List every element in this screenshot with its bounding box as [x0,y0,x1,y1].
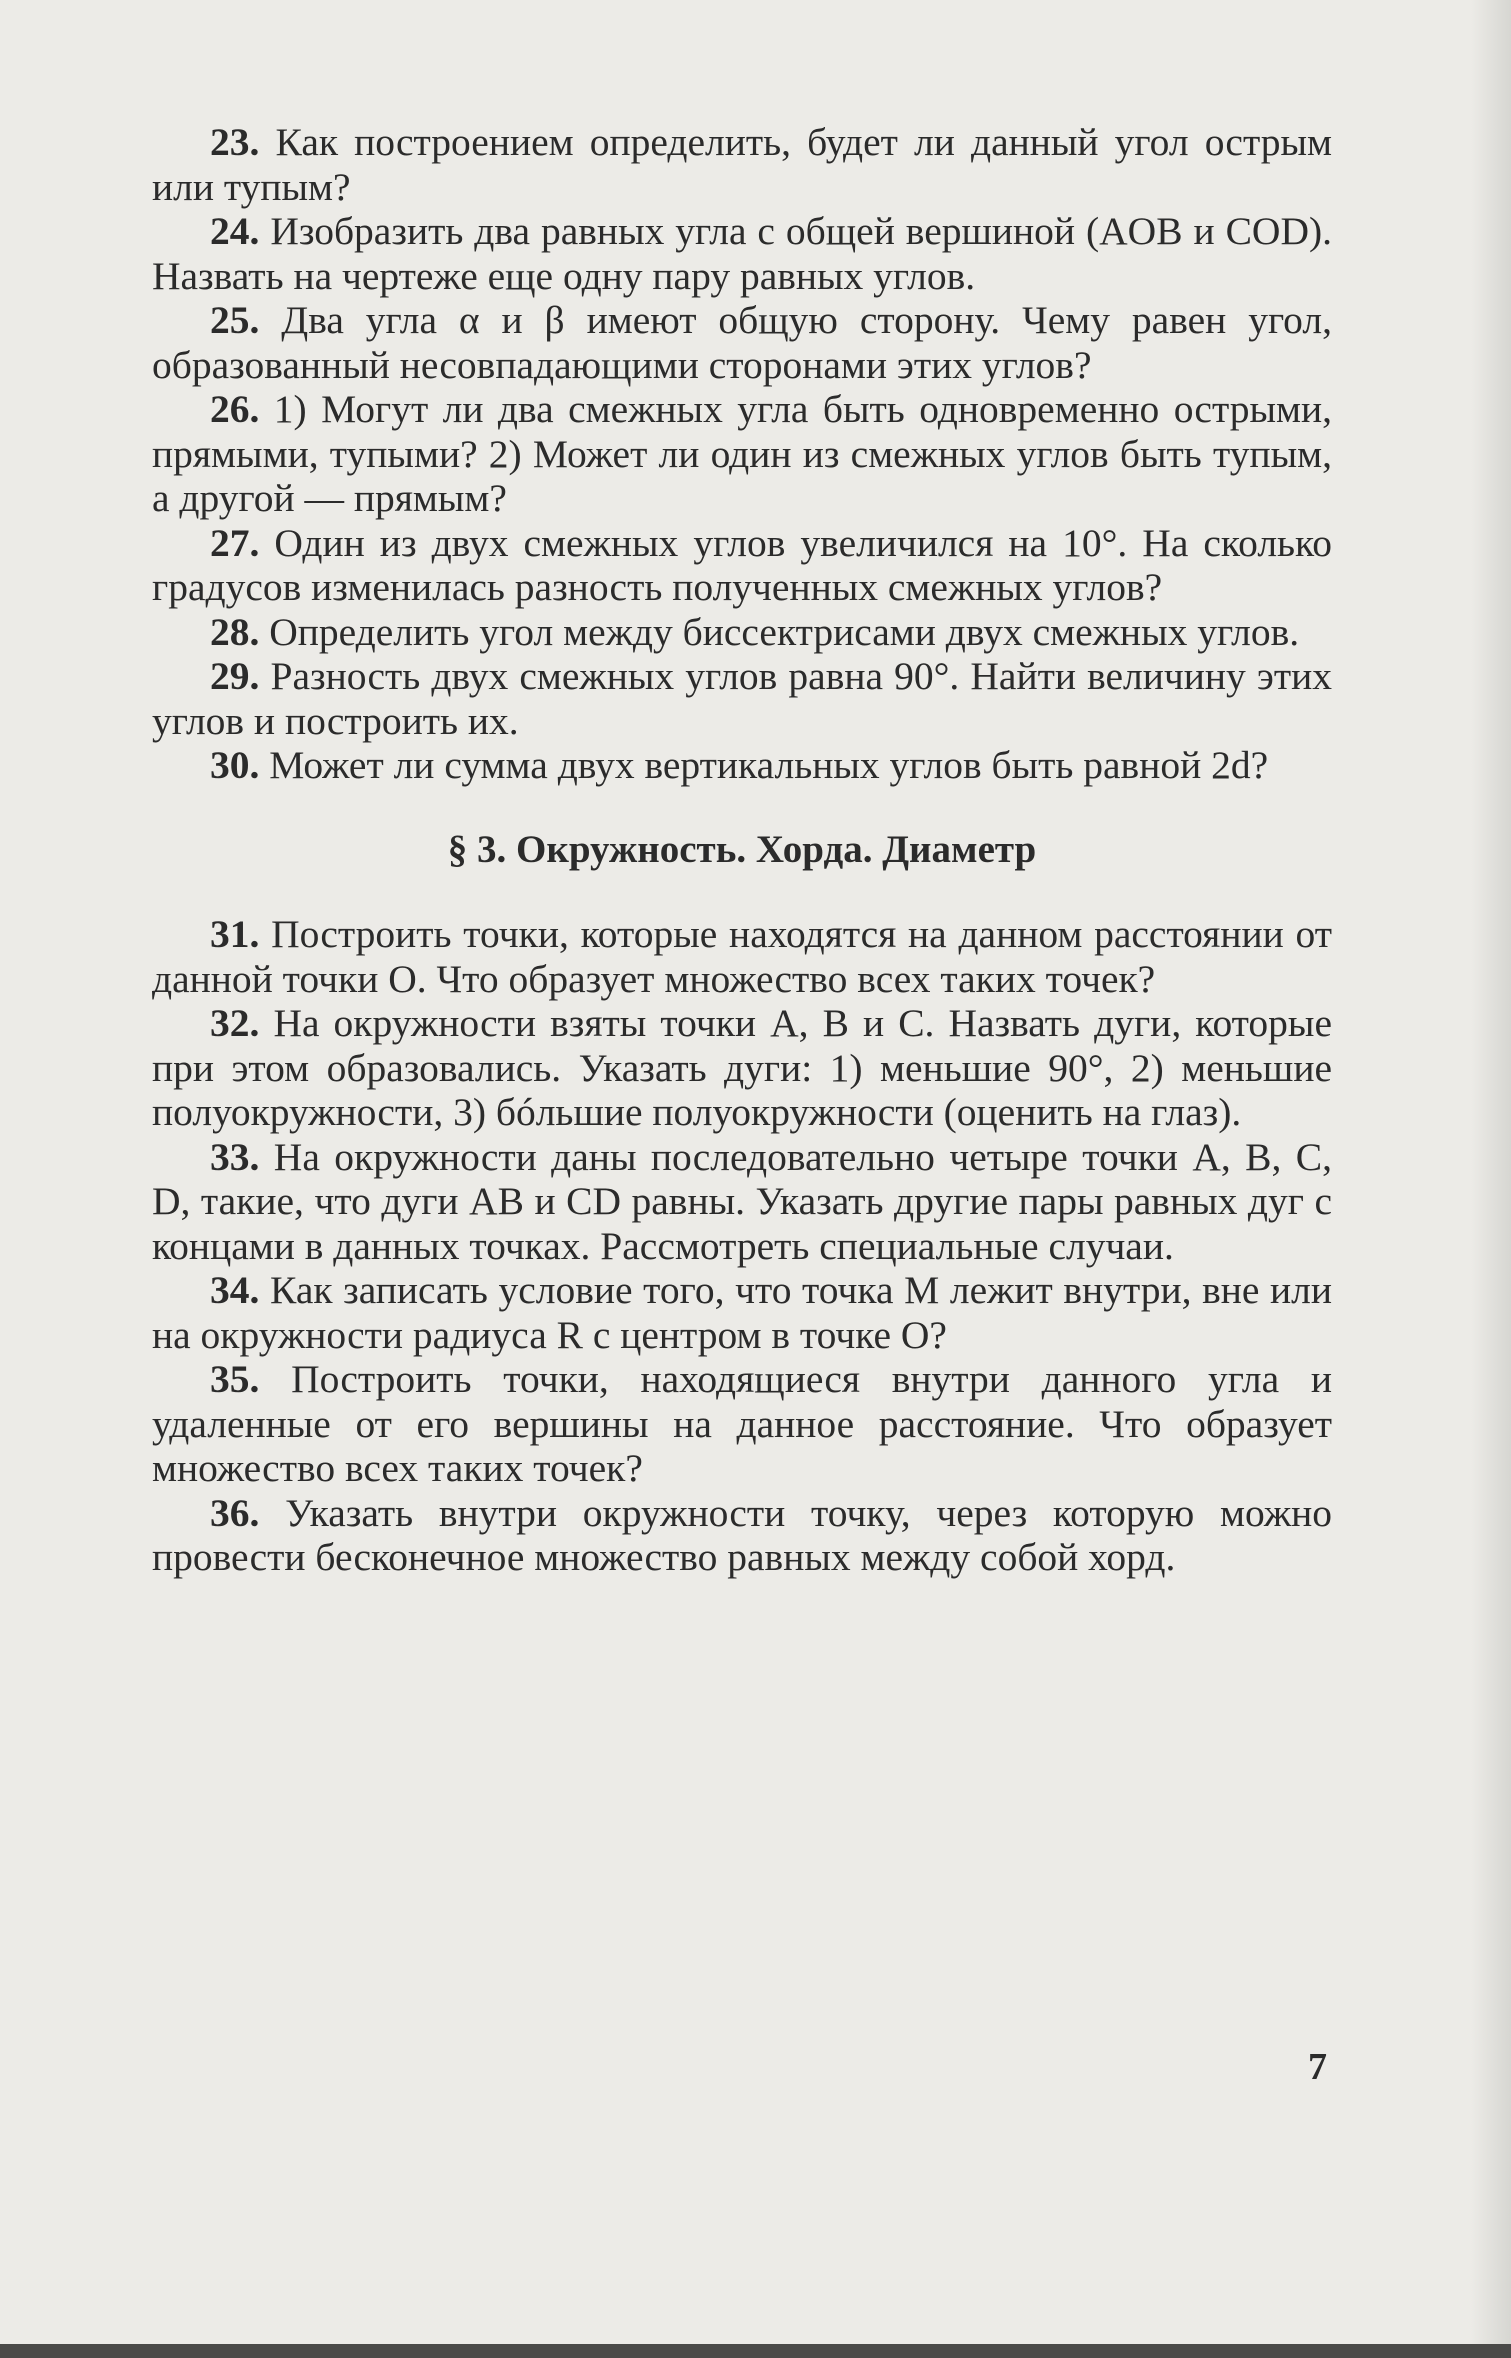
problem-text: Разность двух смежных углов равна 90°. Найти величину этих углов и построить их. [152,654,1332,743]
problem-number: 26. [210,387,260,431]
problem-33 [152,1135,1332,1269]
problem-31 [152,912,1332,1001]
page-edge-shadow [1471,0,1511,2358]
problem-27 [152,521,1332,610]
problem-number: 27. [210,520,260,565]
problem-number: 24. [210,209,260,253]
problem-number: 31. [210,912,260,956]
problem-number: 29. [210,654,260,698]
problem-text: Как построением определить, будет ли данный угол острым или тупым? [152,120,1332,209]
problem-number: 33. [210,1134,260,1179]
problem-number: 25. [210,298,260,342]
problem-text: Изобразить два равных угла с общей вершиной (AOB и COD). Назвать на чертеже еще одну пару равных углов. [152,209,1332,298]
page-bottom-edge [0,2344,1511,2358]
problem-28 [152,610,1332,655]
problem-25 [152,298,1332,387]
page-text [152,120,1332,1580]
problem-24 [152,209,1332,298]
problem-text: Один из двух смежных углов увеличился на 10°. На сколько градусов изменилась разность полученных смежных углов? [152,520,1332,609]
section-heading: § 3. Окружность. Хорда. Диаметр [447,827,1037,871]
page-number: 7 [1308,2046,1327,2088]
problem-36 [152,1491,1332,1580]
problem-text: Построить точки, которые находятся на данном расстоянии от данной точки O. Что образует множество всех таких точек? [152,912,1332,1001]
problem-number: 23. [210,120,260,164]
problem-text: На окружности взяты точки A, B и C. Назвать дуги, которые при этом образовались. Указать дуги: 1) меньшие 90°, 2) меньшие полуокружности, 3) бóльшие полуокружности (оценить на глаз). [152,1001,1332,1134]
problem-text: Может ли сумма двух вертикальных углов быть равной 2d? [259,743,1269,787]
problem-23 [152,120,1332,209]
problem-text: Указать внутри окружности точку, через которую можно провести бесконечное множество равных между собой хорд. [152,1490,1332,1579]
problem-30 [152,743,1332,788]
problem-29 [152,654,1332,743]
problem-35 [152,1357,1332,1491]
problem-number: 34. [210,1268,260,1312]
problem-text: Два угла α и β имеют общую сторону. Чему равен угол, образованный несовпадающими сторонами этих углов? [152,298,1332,387]
problem-text: На окружности даны последовательно четыре точки A, B, C, D, такие, что дуги AB и CD равны. Указать другие пары равных дуг с концами в данных точках. Рассмотреть специальные случаи. [152,1134,1332,1268]
problem-number: 36. [210,1490,260,1535]
problem-text: Построить точки, находящиеся внутри данного угла и удаленные от его вершины на данное расстояние. Что образует множество всех таких точек? [152,1357,1332,1490]
problem-number: 35. [210,1357,260,1401]
problem-text: Определить угол между биссектрисами двух смежных углов. [259,609,1300,654]
problem-text: 1) Могут ли два смежных угла быть одновременно острыми, прямыми, тупыми? 2) Может ли один из смежных углов быть тупым, а другой — прямым? [152,387,1332,520]
problem-32 [152,1001,1332,1135]
problem-text: Как записать условие того, что точка M лежит внутри, вне или на окружности радиуса R с центром в точке O? [152,1268,1332,1357]
problem-number: 30. [210,743,260,787]
problem-26 [152,387,1332,521]
problem-number: 32. [210,1001,260,1045]
problem-number: 28. [210,609,260,654]
problem-34 [152,1268,1332,1357]
